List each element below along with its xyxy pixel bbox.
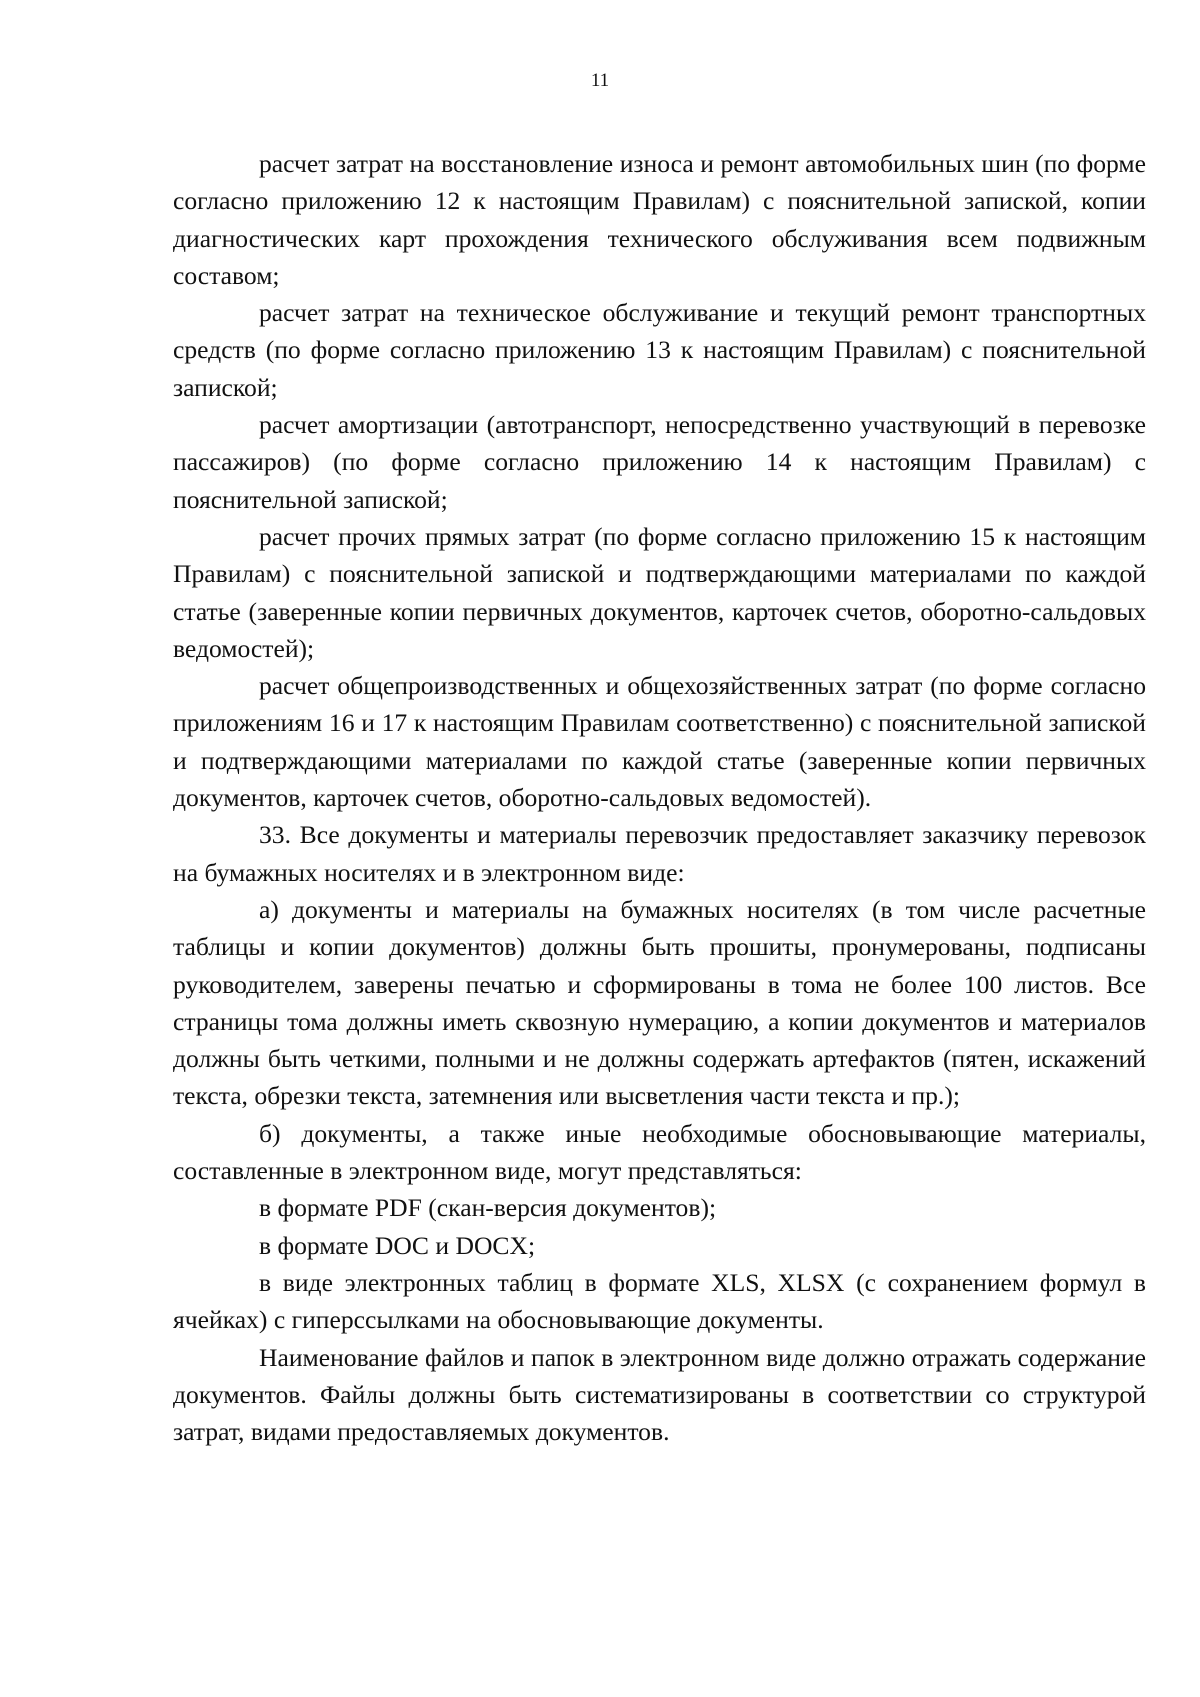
paragraph-format-pdf: в формате PDF (скан-версия документов); xyxy=(259,1193,717,1223)
paragraph-item-b-electronic-documents: б) документы, а также иные необходимые обосновывающие материалы, составленные в электронном виде, могут представляться: xyxy=(173,1118,1146,1186)
paragraph-format-doc: в формате DOC и DOCX; xyxy=(259,1230,536,1260)
paragraph-clause-33: 33. Все документы и материалы перевозчик предоставляет заказчику перевозок на бумажных носителях и в электронном виде: xyxy=(173,820,1146,887)
paragraph-file-naming: Наименование файлов и папок в электронном виде должно отражать содержание документов. Файлы должны быть систематизированы в соответствии со структурой затрат, видами предоставляемых документов. xyxy=(173,1342,1146,1447)
paragraph-overhead-costs: расчет общепроизводственных и общехозяйственных затрат (по форме согласно приложениям 16 и 17 к настоящим Правилам соответственно) с пояснительной запиской и подтверждающими материалами по каждой статье (заверенные копии первичных документов, карточек счетов, оборотно-сальдовых ведомостей). xyxy=(173,671,1146,813)
page-number: 11 xyxy=(590,70,610,91)
paragraph-depreciation: расчет амортизации (автотранспорт, непосредственно участвующий в перевозке пассажиров) (по форме согласно приложению 14 к настоящим Правилам) с пояснительной запиской; xyxy=(173,410,1146,514)
paragraph-maintenance-costs: расчет затрат на техническое обслуживание и текущий ремонт транспортных средств (по форме согласно приложению 13 к настоящим Правилам) с пояснительной запиской; xyxy=(173,298,1146,402)
paragraph-format-xls: в виде электронных таблиц в формате XLS, XLSX (с сохранением формул в ячейках) с гиперссылками на обосновывающие документы. xyxy=(173,1267,1146,1335)
paragraph-tire-repair-costs: расчет затрат на восстановление износа и ремонт автомобильных шин (по форме согласно приложению 12 к настоящим Правилам) с пояснительной запиской, копии диагностических карт прохождения технического обслуживания всем подвижным составом; xyxy=(173,149,1146,290)
paragraph-other-direct-costs: расчет прочих прямых затрат (по форме согласно приложению 15 к настоящим Правилам) с пояснительной запиской и подтверждающими материалами по каждой статье (заверенные копии первичных документов, карточек счетов, оборотно-сальдовых ведомостей); xyxy=(173,521,1146,663)
document-body xyxy=(173,145,1146,1450)
paragraph-item-a-paper-documents: а) документы и материалы на бумажных носителях (в том числе расчетные таблицы и копии документов) должны быть прошиты, пронумерованы, подписаны руководителем, заверены печатью и сформированы в тома не более 100 листов. Все страницы тома должны иметь сквозную нумерацию, а копии документов и материалов должны быть четкими, полными и не должны содержать артефактов (пятен, искажений текста, обрезки текста, затемнения или высветления части текста и пр.); xyxy=(173,894,1146,1111)
